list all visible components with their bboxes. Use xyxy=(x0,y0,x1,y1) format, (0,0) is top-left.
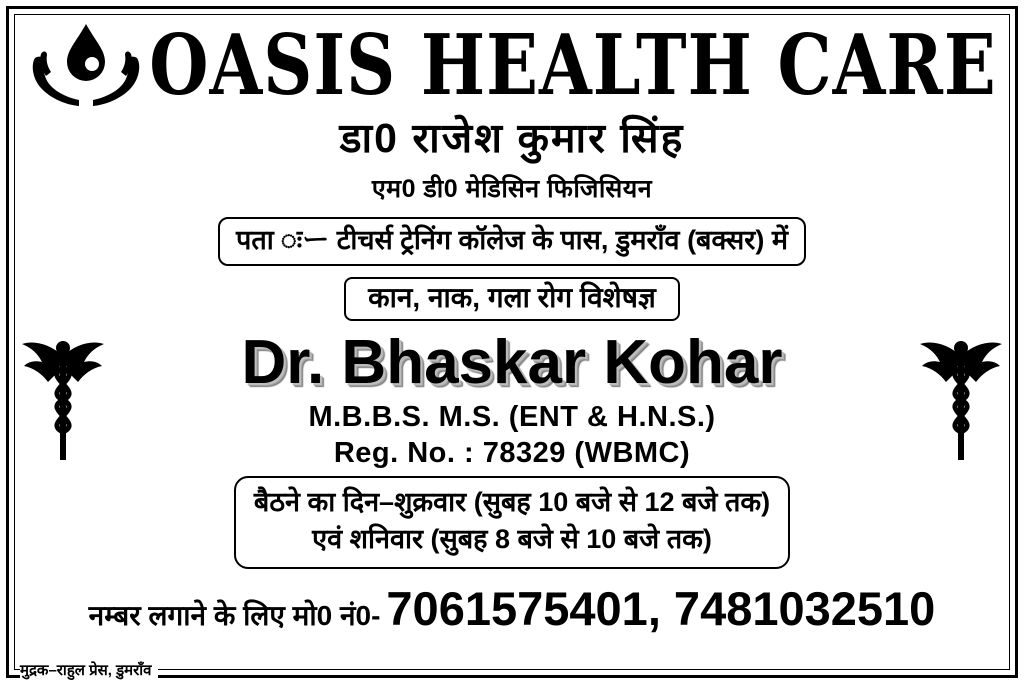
caduceus-icon xyxy=(918,334,1004,466)
caduceus-icon xyxy=(20,334,106,466)
doctor-row xyxy=(20,327,1004,472)
phone-row xyxy=(20,581,1004,636)
doctor-degree: M.B.B.S. M.S. (ENT & H.N.S.) xyxy=(308,400,716,433)
doctor-name: Dr. Bhaskar Kohar xyxy=(241,327,783,397)
phone-label: नम्बर लगाने के लिए मो0 नं0- xyxy=(88,600,381,632)
address-box: पता ःー टीचर्स ट्रेनिंग कॉलेज के पास, डुमराँव (बक्सर) में xyxy=(218,217,806,266)
speciality-box: कान, नाक, गला रोग विशेषज्ञ xyxy=(344,277,680,321)
owner-qualification-hindi: एम0 डी0 मेडिसिन फिजिसियन xyxy=(371,175,653,204)
hands-holding-drop-icon xyxy=(27,20,145,112)
doctor-details xyxy=(106,327,918,470)
header-row xyxy=(20,17,1004,115)
timing-line-2: एवं शनिवार (सुबह 8 बजे से 10 बजे तक) xyxy=(312,523,712,554)
printer-credit: मुद्रक–राहुल प्रेस, डुमराँव xyxy=(20,660,158,680)
poster-content xyxy=(20,17,1004,679)
clinic-name: OASIS HEALTH CARE xyxy=(149,17,997,115)
doctor-registration: Reg. No. : 78329 (WBMC) xyxy=(333,436,691,469)
owner-name-hindi: डा0 राजेश कुमार सिंह xyxy=(339,115,685,161)
timing-box xyxy=(234,476,790,569)
phone-numbers: 7061575401, 7481032510 xyxy=(386,582,936,636)
timing-line-1: बैठने का दिन–शुक्रवार (सुबह 10 बजे से 12 बजे तक) xyxy=(253,487,771,518)
